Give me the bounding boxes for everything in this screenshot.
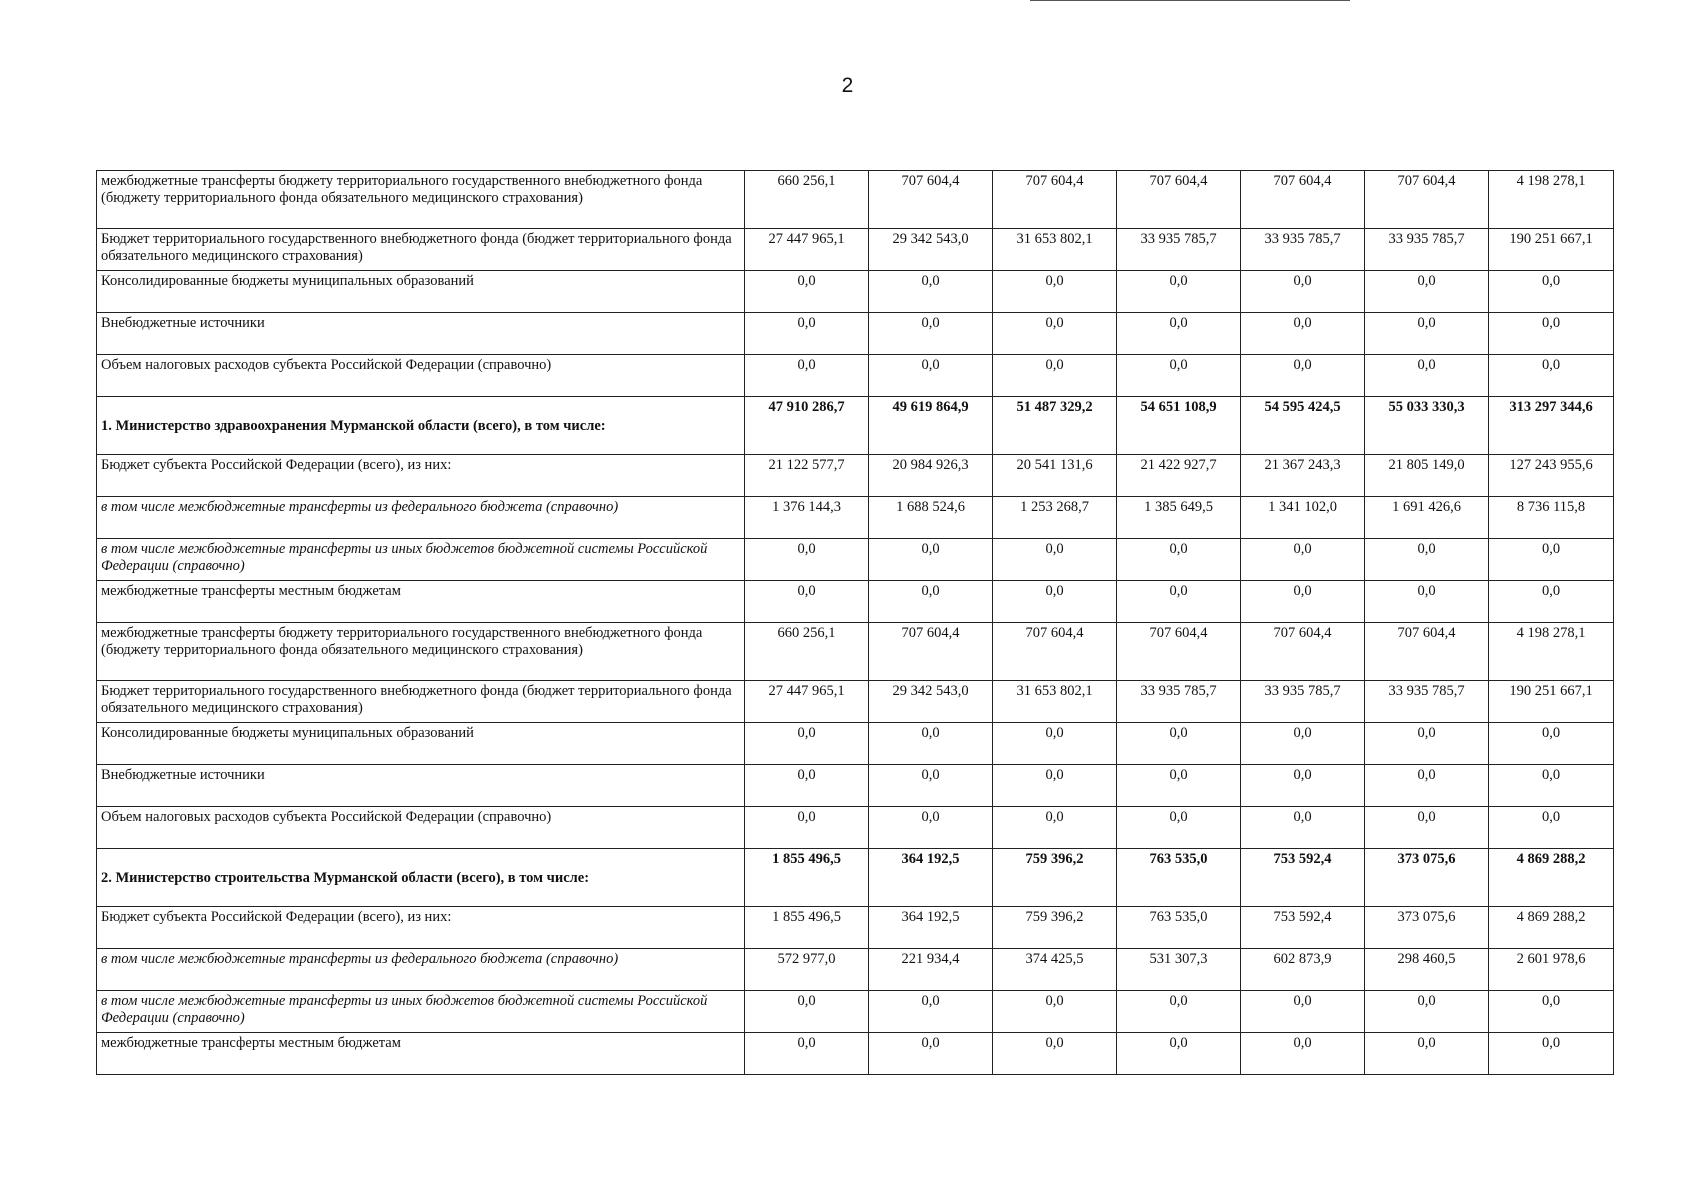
value-cell: 707 604,4 xyxy=(993,171,1117,229)
value-cell: 0,0 xyxy=(1241,539,1365,581)
table-row xyxy=(97,723,1614,765)
value-cell: 1 688 524,6 xyxy=(869,497,993,539)
value-cell: 0,0 xyxy=(1365,991,1489,1033)
value-cell: 0,0 xyxy=(1117,991,1241,1033)
row-label: межбюджетные трансферты бюджету территориального государственного внебюджетного фонда (бюджету территориального фонда обязательного медицинского страхования) xyxy=(97,623,745,681)
value-cell: 0,0 xyxy=(745,765,869,807)
table-row xyxy=(97,313,1614,355)
value-cell: 21 122 577,7 xyxy=(745,455,869,497)
value-cell: 4 198 278,1 xyxy=(1489,171,1614,229)
value-cell: 0,0 xyxy=(1365,271,1489,313)
value-cell: 0,0 xyxy=(1489,807,1614,849)
table-row xyxy=(97,229,1614,271)
value-cell: 0,0 xyxy=(993,539,1117,581)
value-cell: 0,0 xyxy=(1365,807,1489,849)
value-cell: 0,0 xyxy=(1489,581,1614,623)
value-cell: 602 873,9 xyxy=(1241,949,1365,991)
value-cell: 0,0 xyxy=(1117,723,1241,765)
value-cell: 0,0 xyxy=(869,807,993,849)
row-label: в том числе межбюджетные трансферты из иных бюджетов бюджетной системы Российской Федерации (справочно) xyxy=(97,539,745,581)
value-cell: 0,0 xyxy=(1489,539,1614,581)
value-cell: 0,0 xyxy=(993,581,1117,623)
value-cell: 0,0 xyxy=(1489,765,1614,807)
row-label: в том числе межбюджетные трансферты из федерального бюджета (справочно) xyxy=(97,949,745,991)
top-edge-rule xyxy=(1030,0,1350,1)
value-cell: 49 619 864,9 xyxy=(869,397,993,455)
value-cell: 55 033 330,3 xyxy=(1365,397,1489,455)
value-cell: 374 425,5 xyxy=(993,949,1117,991)
row-label: 2. Министерство строительства Мурманской области (всего), в том числе: xyxy=(97,849,745,907)
value-cell: 21 367 243,3 xyxy=(1241,455,1365,497)
value-cell: 0,0 xyxy=(1117,271,1241,313)
value-cell: 0,0 xyxy=(1489,271,1614,313)
table-row xyxy=(97,1033,1614,1075)
value-cell: 4 869 288,2 xyxy=(1489,907,1614,949)
value-cell: 0,0 xyxy=(745,539,869,581)
value-cell: 660 256,1 xyxy=(745,623,869,681)
value-cell: 1 855 496,5 xyxy=(745,849,869,907)
value-cell: 0,0 xyxy=(745,991,869,1033)
value-cell: 127 243 955,6 xyxy=(1489,455,1614,497)
value-cell: 0,0 xyxy=(745,355,869,397)
value-cell: 707 604,4 xyxy=(1117,171,1241,229)
value-cell: 364 192,5 xyxy=(869,849,993,907)
value-cell: 54 651 108,9 xyxy=(1117,397,1241,455)
value-cell: 0,0 xyxy=(869,723,993,765)
row-label: Внебюджетные источники xyxy=(97,765,745,807)
value-cell: 707 604,4 xyxy=(869,171,993,229)
value-cell: 0,0 xyxy=(1241,765,1365,807)
value-cell: 753 592,4 xyxy=(1241,849,1365,907)
row-label: в том числе межбюджетные трансферты из иных бюджетов бюджетной системы Российской Федерации (справочно) xyxy=(97,991,745,1033)
row-label: межбюджетные трансферты бюджету территориального государственного внебюджетного фонда (бюджету территориального фонда обязательного медицинского страхования) xyxy=(97,171,745,229)
value-cell: 0,0 xyxy=(993,271,1117,313)
row-label: Объем налоговых расходов субъекта Российской Федерации (справочно) xyxy=(97,355,745,397)
value-cell: 0,0 xyxy=(745,807,869,849)
table-row xyxy=(97,849,1614,907)
value-cell: 47 910 286,7 xyxy=(745,397,869,455)
budget-table xyxy=(96,170,1614,1075)
value-cell: 0,0 xyxy=(1241,271,1365,313)
value-cell: 0,0 xyxy=(993,723,1117,765)
table-row xyxy=(97,949,1614,991)
table-row xyxy=(97,539,1614,581)
value-cell: 51 487 329,2 xyxy=(993,397,1117,455)
value-cell: 0,0 xyxy=(869,539,993,581)
value-cell: 759 396,2 xyxy=(993,907,1117,949)
value-cell: 0,0 xyxy=(1489,355,1614,397)
table-row xyxy=(97,271,1614,313)
value-cell: 29 342 543,0 xyxy=(869,681,993,723)
value-cell: 0,0 xyxy=(993,1033,1117,1075)
table-row xyxy=(97,455,1614,497)
value-cell: 33 935 785,7 xyxy=(1241,229,1365,271)
row-label: Внебюджетные источники xyxy=(97,313,745,355)
table-row xyxy=(97,907,1614,949)
value-cell: 0,0 xyxy=(1489,313,1614,355)
table-row xyxy=(97,497,1614,539)
row-label: Объем налоговых расходов субъекта Российской Федерации (справочно) xyxy=(97,807,745,849)
page-number: 2 xyxy=(841,74,854,97)
value-cell: 29 342 543,0 xyxy=(869,229,993,271)
value-cell: 0,0 xyxy=(993,765,1117,807)
value-cell: 33 935 785,7 xyxy=(1241,681,1365,723)
value-cell: 0,0 xyxy=(1241,991,1365,1033)
value-cell: 313 297 344,6 xyxy=(1489,397,1614,455)
value-cell: 0,0 xyxy=(869,991,993,1033)
value-cell: 4 198 278,1 xyxy=(1489,623,1614,681)
table-row xyxy=(97,681,1614,723)
value-cell: 20 541 131,6 xyxy=(993,455,1117,497)
value-cell: 763 535,0 xyxy=(1117,849,1241,907)
value-cell: 0,0 xyxy=(993,991,1117,1033)
value-cell: 0,0 xyxy=(1117,765,1241,807)
value-cell: 707 604,4 xyxy=(993,623,1117,681)
value-cell: 27 447 965,1 xyxy=(745,681,869,723)
value-cell: 660 256,1 xyxy=(745,171,869,229)
table-row xyxy=(97,623,1614,681)
value-cell: 54 595 424,5 xyxy=(1241,397,1365,455)
value-cell: 0,0 xyxy=(1365,1033,1489,1075)
value-cell: 572 977,0 xyxy=(745,949,869,991)
value-cell: 27 447 965,1 xyxy=(745,229,869,271)
value-cell: 0,0 xyxy=(1365,355,1489,397)
value-cell: 21 422 927,7 xyxy=(1117,455,1241,497)
value-cell: 0,0 xyxy=(1117,313,1241,355)
value-cell: 0,0 xyxy=(869,355,993,397)
value-cell: 531 307,3 xyxy=(1117,949,1241,991)
value-cell: 707 604,4 xyxy=(1241,623,1365,681)
value-cell: 190 251 667,1 xyxy=(1489,681,1614,723)
table-row xyxy=(97,171,1614,229)
value-cell: 0,0 xyxy=(1365,723,1489,765)
value-cell: 1 855 496,5 xyxy=(745,907,869,949)
value-cell: 0,0 xyxy=(869,313,993,355)
value-cell: 1 376 144,3 xyxy=(745,497,869,539)
value-cell: 707 604,4 xyxy=(869,623,993,681)
value-cell: 0,0 xyxy=(993,807,1117,849)
value-cell: 0,0 xyxy=(1365,581,1489,623)
value-cell: 298 460,5 xyxy=(1365,949,1489,991)
value-cell: 0,0 xyxy=(1241,723,1365,765)
value-cell: 1 341 102,0 xyxy=(1241,497,1365,539)
value-cell: 0,0 xyxy=(745,271,869,313)
table-row xyxy=(97,355,1614,397)
value-cell: 0,0 xyxy=(1117,539,1241,581)
row-label: межбюджетные трансферты местным бюджетам xyxy=(97,1033,745,1075)
table-row xyxy=(97,397,1614,455)
value-cell: 31 653 802,1 xyxy=(993,681,1117,723)
value-cell: 33 935 785,7 xyxy=(1117,229,1241,271)
value-cell: 0,0 xyxy=(745,1033,869,1075)
row-label: Консолидированные бюджеты муниципальных образований xyxy=(97,271,745,313)
table-row xyxy=(97,581,1614,623)
row-label: в том числе межбюджетные трансферты из федерального бюджета (справочно) xyxy=(97,497,745,539)
value-cell: 373 075,6 xyxy=(1365,907,1489,949)
row-label: Консолидированные бюджеты муниципальных образований xyxy=(97,723,745,765)
value-cell: 33 935 785,7 xyxy=(1365,681,1489,723)
value-cell: 707 604,4 xyxy=(1241,171,1365,229)
table-row xyxy=(97,765,1614,807)
value-cell: 33 935 785,7 xyxy=(1365,229,1489,271)
value-cell: 707 604,4 xyxy=(1365,623,1489,681)
value-cell: 0,0 xyxy=(1489,1033,1614,1075)
value-cell: 373 075,6 xyxy=(1365,849,1489,907)
budget-table-body xyxy=(97,171,1614,1075)
value-cell: 0,0 xyxy=(869,765,993,807)
value-cell: 364 192,5 xyxy=(869,907,993,949)
value-cell: 190 251 667,1 xyxy=(1489,229,1614,271)
value-cell: 0,0 xyxy=(1365,765,1489,807)
value-cell: 759 396,2 xyxy=(993,849,1117,907)
table-row xyxy=(97,991,1614,1033)
value-cell: 707 604,4 xyxy=(1117,623,1241,681)
row-label: Бюджет субъекта Российской Федерации (всего), из них: xyxy=(97,907,745,949)
value-cell: 0,0 xyxy=(1489,991,1614,1033)
value-cell: 0,0 xyxy=(745,581,869,623)
value-cell: 0,0 xyxy=(869,581,993,623)
value-cell: 0,0 xyxy=(1241,313,1365,355)
value-cell: 1 253 268,7 xyxy=(993,497,1117,539)
value-cell: 33 935 785,7 xyxy=(1117,681,1241,723)
value-cell: 21 805 149,0 xyxy=(1365,455,1489,497)
value-cell: 707 604,4 xyxy=(1365,171,1489,229)
value-cell: 0,0 xyxy=(1241,1033,1365,1075)
value-cell: 0,0 xyxy=(1489,723,1614,765)
row-label: 1. Министерство здравоохранения Мурманской области (всего), в том числе: xyxy=(97,397,745,455)
value-cell: 0,0 xyxy=(869,271,993,313)
value-cell: 4 869 288,2 xyxy=(1489,849,1614,907)
row-label: межбюджетные трансферты местным бюджетам xyxy=(97,581,745,623)
value-cell: 0,0 xyxy=(1117,355,1241,397)
value-cell: 31 653 802,1 xyxy=(993,229,1117,271)
value-cell: 1 691 426,6 xyxy=(1365,497,1489,539)
value-cell: 0,0 xyxy=(1365,313,1489,355)
value-cell: 0,0 xyxy=(1117,1033,1241,1075)
value-cell: 0,0 xyxy=(1117,807,1241,849)
value-cell: 0,0 xyxy=(1365,539,1489,581)
value-cell: 0,0 xyxy=(745,313,869,355)
value-cell: 20 984 926,3 xyxy=(869,455,993,497)
value-cell: 763 535,0 xyxy=(1117,907,1241,949)
value-cell: 0,0 xyxy=(993,313,1117,355)
value-cell: 1 385 649,5 xyxy=(1117,497,1241,539)
value-cell: 8 736 115,8 xyxy=(1489,497,1614,539)
value-cell: 0,0 xyxy=(1117,581,1241,623)
value-cell: 0,0 xyxy=(1241,581,1365,623)
row-label: Бюджет субъекта Российской Федерации (всего), из них: xyxy=(97,455,745,497)
value-cell: 753 592,4 xyxy=(1241,907,1365,949)
value-cell: 2 601 978,6 xyxy=(1489,949,1614,991)
value-cell: 0,0 xyxy=(869,1033,993,1075)
value-cell: 221 934,4 xyxy=(869,949,993,991)
row-label: Бюджет территориального государственного внебюджетного фонда (бюджет территориального фонда обязательного медицинского страхования) xyxy=(97,229,745,271)
row-label: Бюджет территориального государственного внебюджетного фонда (бюджет территориального фонда обязательного медицинского страхования) xyxy=(97,681,745,723)
value-cell: 0,0 xyxy=(993,355,1117,397)
value-cell: 0,0 xyxy=(745,723,869,765)
table-row xyxy=(97,807,1614,849)
value-cell: 0,0 xyxy=(1241,807,1365,849)
value-cell: 0,0 xyxy=(1241,355,1365,397)
